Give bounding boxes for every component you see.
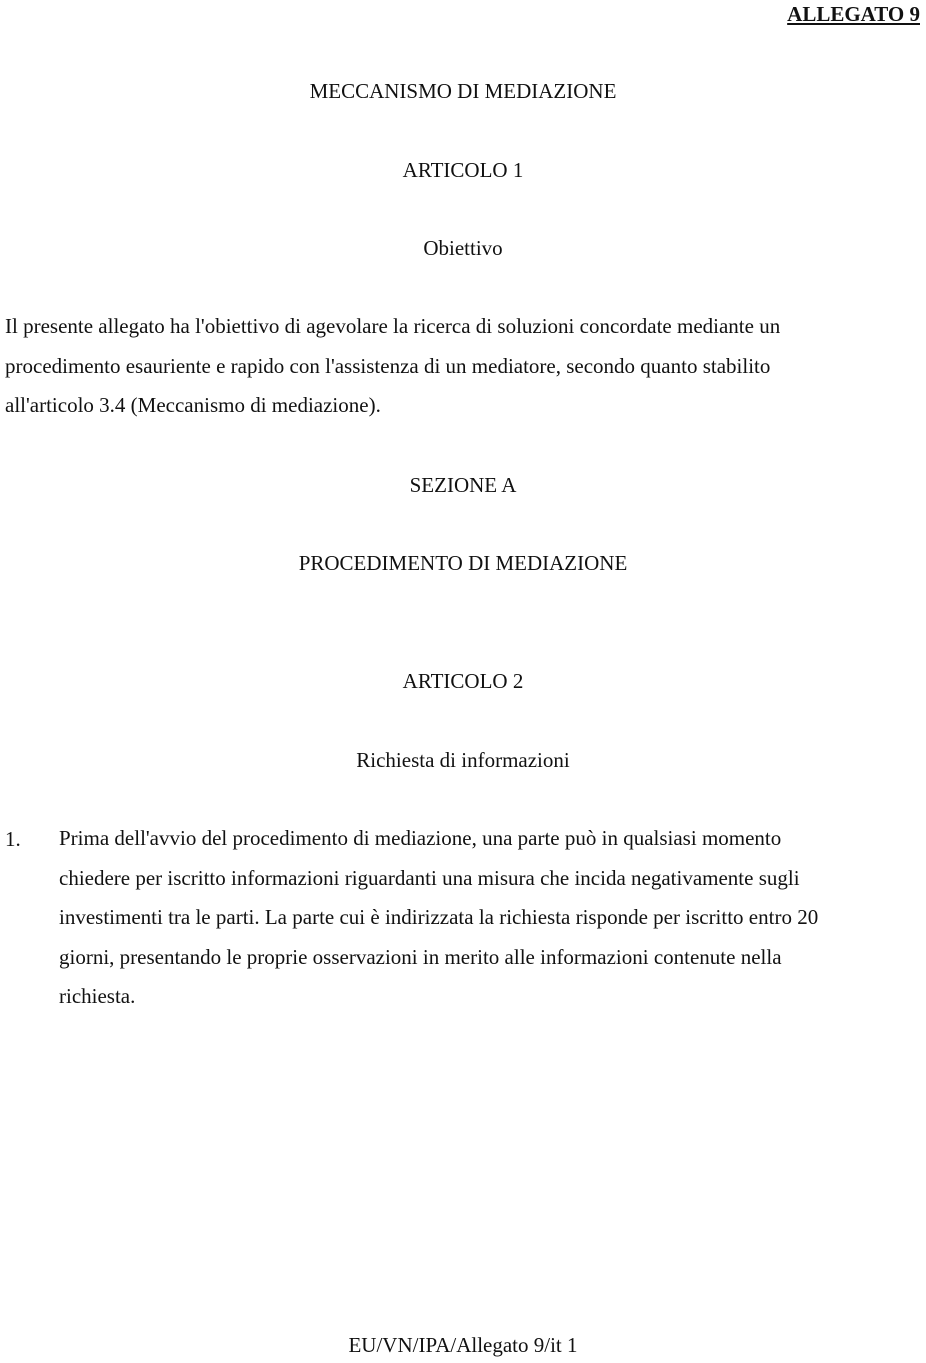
paragraph-line: procedimento esauriente e rapido con l'assistenza di un mediatore, secondo quanto stabilito	[5, 353, 771, 378]
paragraph-line: giorni, presentando le proprie osservazioni in merito alle informazioni contenute nella	[59, 944, 782, 969]
paragraph-line: Il presente allegato ha l'obiettivo di agevolare la ricerca di soluzioni concordate mediante un	[5, 314, 781, 338]
item-number: 1.	[5, 827, 21, 851]
article-2-heading: ARTICOLO 2	[402, 669, 524, 693]
paragraph-line: Prima dell'avvio del procedimento di mediazione, una parte può in qualsiasi momento	[59, 826, 782, 850]
article-1-paragraph	[5, 307, 905, 426]
annex-label: ALLEGATO 9	[787, 2, 920, 26]
article-1-heading: ARTICOLO 1	[402, 158, 524, 182]
section-subtitle: PROCEDIMENTO DI MEDIAZIONE	[298, 551, 628, 575]
paragraph-line: richiesta.	[59, 984, 136, 1008]
article-2-item-1-text	[59, 819, 899, 1017]
article-1-subtitle: Obiettivo	[423, 236, 503, 260]
paragraph-line: all'articolo 3.4 (Meccanismo di mediazione).	[5, 393, 381, 417]
page-footer: EU/VN/IPA/Allegato 9/it 1	[348, 1333, 578, 1357]
article-2-subtitle: Richiesta di informazioni	[356, 748, 570, 772]
document-title: MECCANISMO DI MEDIAZIONE	[309, 79, 617, 103]
section-heading: SEZIONE A	[409, 473, 517, 497]
paragraph-line: investimenti tra le parti. La parte cui è indirizzata la richiesta risponde per iscritto entro 20	[59, 905, 819, 929]
paragraph-line: chiedere per iscritto informazioni riguardanti una misura che incida negativamente sugli	[59, 865, 800, 890]
